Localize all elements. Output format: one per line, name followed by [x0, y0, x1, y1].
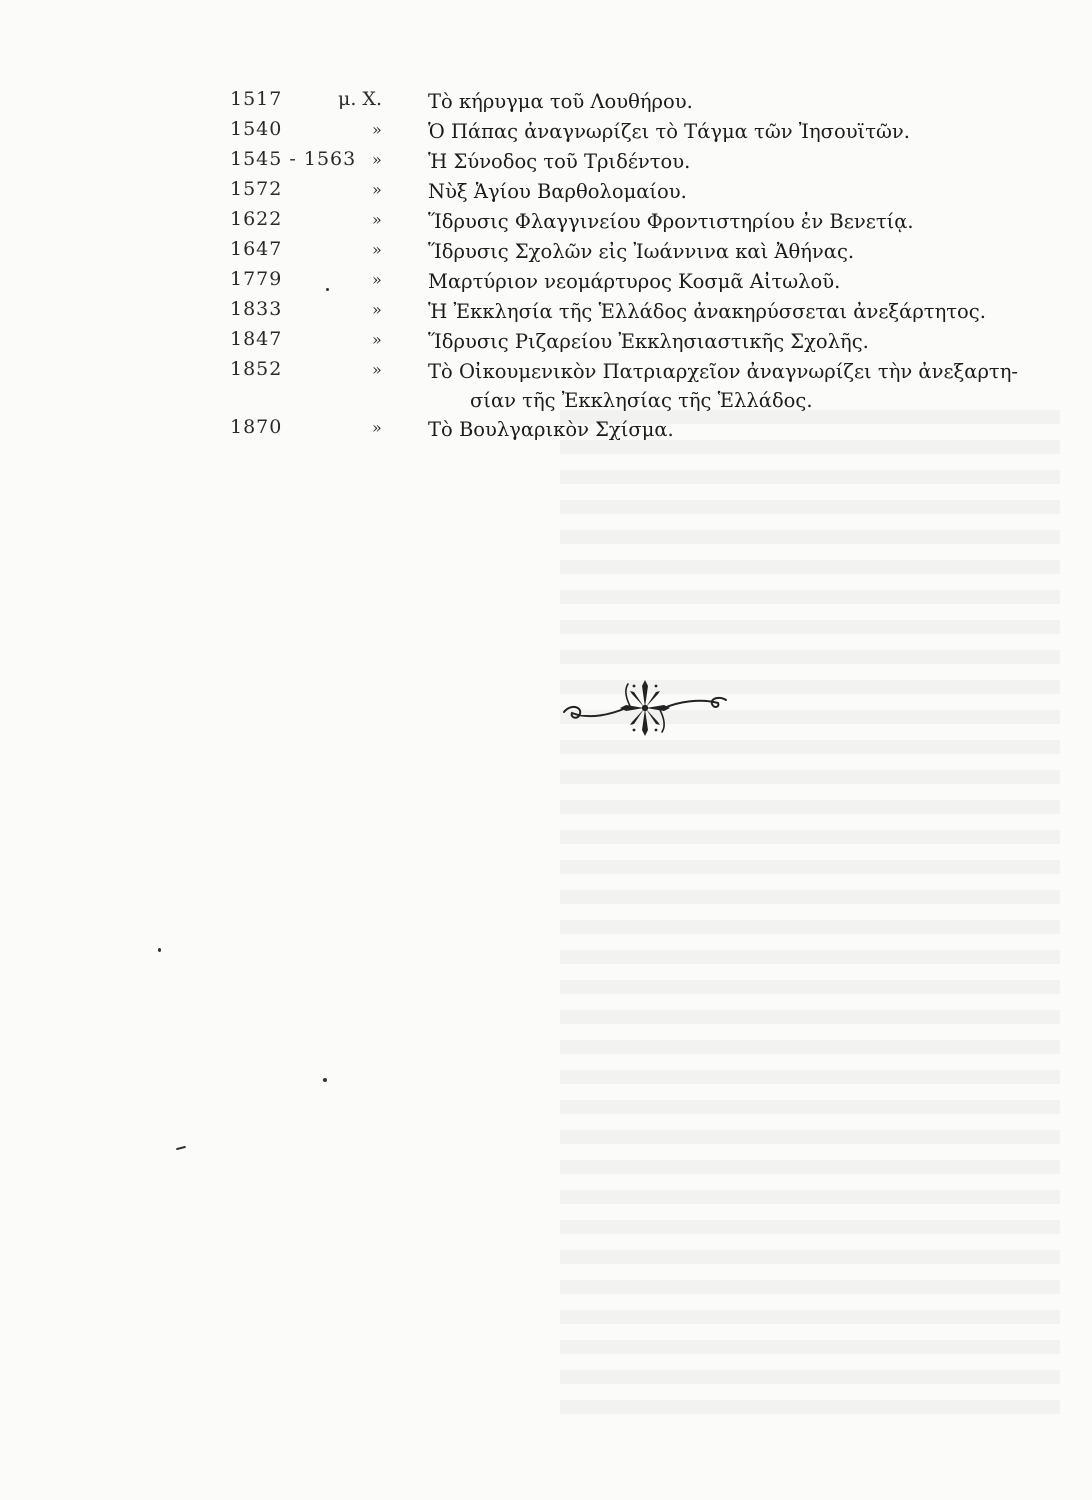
ditto-mark: »	[372, 210, 382, 229]
entry-year: 1647	[230, 238, 283, 260]
chronology-entry	[0, 354, 1092, 412]
tailpiece-fleuron-icon	[560, 676, 730, 740]
ditto-mark: »	[372, 360, 382, 379]
chronology-entry	[0, 204, 1092, 234]
chronology-entry	[0, 114, 1092, 144]
ditto-mark: »	[372, 330, 382, 349]
entry-event: Ἡ Σύνοδος τοῦ Τριδέντου.	[428, 150, 691, 173]
entry-event: Ἡ Ἐκκλησία τῆς Ἑλλάδος ἀνακηρύσσεται ἀνεξάρτητος.	[428, 300, 986, 323]
ditto-mark: »	[372, 180, 382, 199]
entry-year: 1870	[230, 416, 283, 438]
paper-speck	[323, 1078, 327, 1082]
chronology-entry	[0, 294, 1092, 324]
chronology-entry	[0, 144, 1092, 174]
chronology-entry	[0, 234, 1092, 264]
entry-year: 1545 - 1563	[230, 148, 357, 170]
paper-speck	[326, 288, 329, 291]
entry-event: Ὁ Πάπας ἀναγνωρίζει τὸ Τάγμα τῶν Ἰησουϊτῶν.	[428, 120, 910, 143]
entry-event: Ἵδρυσις Σχολῶν εἰς Ἰωάννινα καὶ Ἀθήνας.	[428, 240, 855, 263]
ditto-mark: »	[372, 240, 382, 259]
chronology-list	[0, 84, 1092, 442]
entry-year: 1517	[230, 88, 283, 110]
entry-event: Νὺξ Ἁγίου Βαρθολομαίου.	[428, 180, 687, 203]
entry-era: μ. Χ.	[338, 88, 382, 110]
entry-event	[428, 357, 1046, 415]
paper-speck	[176, 1146, 186, 1150]
ditto-mark: »	[372, 150, 382, 169]
entry-event: Ἵδρυσις Φλαγγινείου Φροντιστηρίου ἐν Βενετίᾳ.	[428, 210, 914, 233]
ditto-mark: »	[372, 120, 382, 139]
ditto-mark: »	[372, 418, 382, 437]
entry-year: 1847	[230, 328, 283, 350]
entry-year: 1833	[230, 298, 283, 320]
entry-year: 1622	[230, 208, 283, 230]
bleed-through-text	[560, 410, 1060, 1430]
entry-year: 1852	[230, 358, 283, 380]
entry-year: 1540	[230, 118, 283, 140]
entry-event: Ἵδρυσις Ριζαρείου Ἐκκλησιαστικῆς Σχολῆς.	[428, 330, 869, 353]
entry-event: Μαρτύριον νεομάρτυρος Κοσμᾶ Αἰτωλοῦ.	[428, 270, 841, 293]
chronology-entry	[0, 174, 1092, 204]
chronology-entry	[0, 84, 1092, 114]
chronology-entry	[0, 412, 1092, 442]
chronology-entry	[0, 264, 1092, 294]
entry-event: Τὸ κήρυγμα τοῦ Λουθήρου.	[428, 90, 693, 113]
ditto-mark: »	[372, 270, 382, 289]
entry-event-continuation: σίαν τῆς Ἐκκλησίας τῆς Ἑλλάδος.	[470, 389, 813, 412]
entry-year: 1779	[230, 268, 283, 290]
paper-speck	[158, 948, 161, 952]
entry-event: Τὸ Βουλγαρικὸν Σχίσμα.	[428, 418, 674, 441]
entry-event-line: Τὸ Οἰκουμενικὸν Πατριαρχεῖον ἀναγνωρίζει τὴν ἀνεξαρτη-	[428, 360, 1018, 383]
chronology-entry	[0, 324, 1092, 354]
entry-year: 1572	[230, 178, 283, 200]
ditto-mark: »	[372, 300, 382, 319]
